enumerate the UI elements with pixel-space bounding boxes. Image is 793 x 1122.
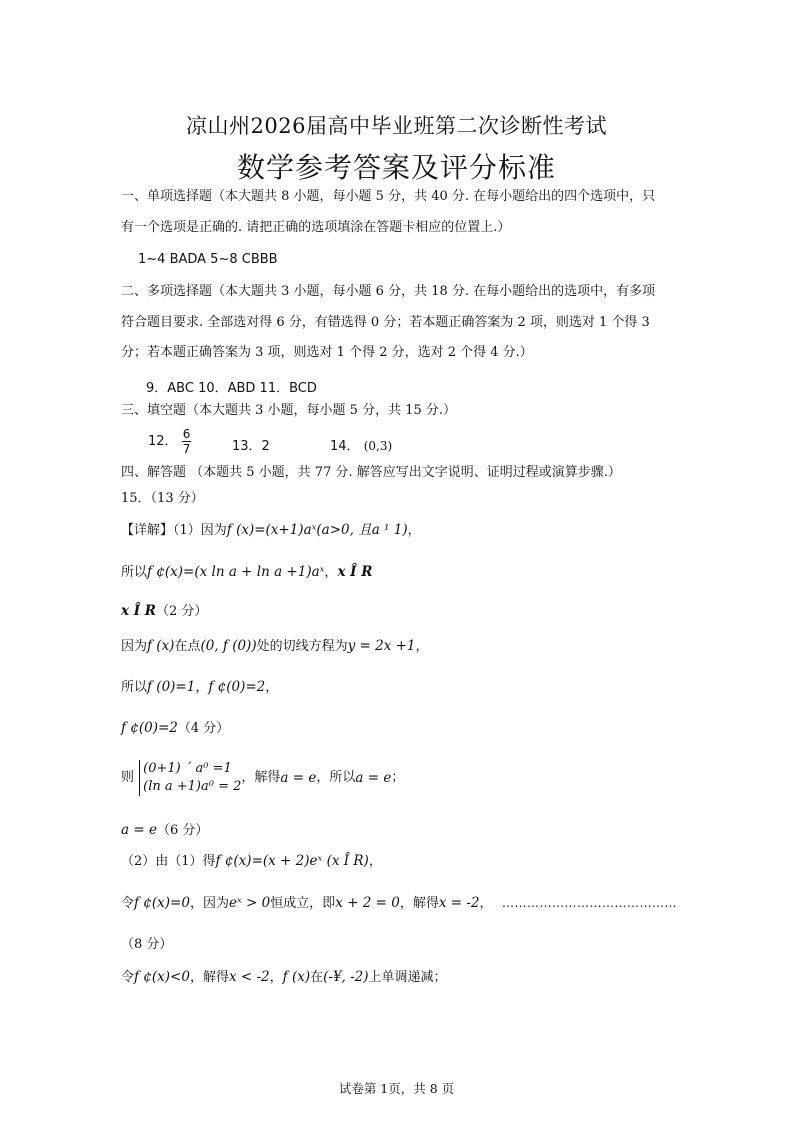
line12-math2: x < -2 (228, 969, 270, 985)
line3-score: （2 分） (155, 604, 208, 619)
line8-score: （6 分） (156, 823, 209, 838)
section2-answers: 9．ABC 10．ABD 11．BCD (146, 381, 317, 396)
line2-math: f ¢(x)=(x ln a + ln a +1)aˣ (147, 564, 325, 580)
line4-point: (0, f (0)) (200, 638, 257, 654)
line9-suffix: ， (368, 854, 382, 869)
line5-sep: ， (195, 680, 209, 695)
page-footer: 试卷第 1页，共 8 页 (338, 1081, 455, 1096)
solution-line-6 (121, 718, 229, 739)
line10-suffix: ， (479, 896, 493, 911)
line12-text1: ，解得 (189, 970, 229, 985)
q12-fraction (182, 427, 192, 456)
line12-text2: 在 (310, 970, 324, 985)
line7-math1: a = e (280, 770, 317, 786)
line10-math3: x + 2 = 0 (335, 895, 400, 911)
solution-line-11: （8 分） (121, 937, 173, 952)
line4-function: f (x) (147, 638, 175, 654)
system-equation-2: (ln a +1)a⁰ = 2 (143, 779, 242, 794)
line4-text1: 在点 (174, 639, 201, 654)
line9-prefix: （2）由（1）得 (121, 854, 216, 869)
line3-domain: x Î R (121, 603, 156, 619)
line5-prefix: 所以 (121, 680, 148, 695)
line6-score: （4 分） (177, 721, 230, 736)
equation-system (139, 760, 241, 796)
q12-label: 12． (148, 434, 178, 449)
line12-suffix: 上单调递减； (368, 970, 447, 985)
line12-math1: f ¢(x)<0 (134, 969, 190, 985)
q14-label: 14． (330, 439, 360, 454)
solution-line-4 (121, 636, 429, 657)
line7-math2: a = e (355, 770, 392, 786)
line4-prefix: 因为 (121, 639, 148, 654)
answer-key-title: 数学参考答案及评分标准 (236, 151, 556, 184)
line6-math: f ¢(0)=2 (121, 720, 178, 736)
line10-text3: ，解得 (399, 896, 439, 911)
section4-heading: 四、解答题 （本题共 5 小题，共 77 分. 解答应写出文字说明、证明过程或演算步骤.） (121, 465, 621, 480)
section3-heading: 三、填空题（本大题共 3 小题，每小题 5 分，共 15 分.） (121, 403, 457, 418)
line10-math1: f ¢(x)=0 (134, 895, 190, 911)
line1-suffix: ， (407, 523, 421, 538)
solution-line-9 (121, 851, 382, 872)
q12-numerator: 6 (182, 427, 191, 441)
line10-text1: ，因为 (189, 896, 229, 911)
line12-interval: (-¥, -2) (323, 969, 369, 985)
line2-domain: x Î R (337, 564, 373, 580)
solution-line-10 (121, 893, 493, 914)
section2-heading-line3: 分；若本题正确答案为 3 项，则选对 1 个得 2 分，选对 2 个得 4 分.） (121, 345, 533, 360)
line2-prefix: 所以 (121, 565, 148, 580)
section1-answers: 1~4 BADA 5~8 CBBB (138, 252, 278, 267)
solution-line-1 (121, 520, 421, 541)
line12-math3: f (x) (282, 969, 311, 985)
q12-answer (148, 427, 191, 456)
line2-sep: ， (324, 565, 338, 580)
line12-prefix: 令 (121, 970, 135, 985)
q15-title: 15．（13 分） (121, 491, 204, 506)
line10-math4: x = -2 (438, 895, 480, 911)
solution-line-12 (121, 967, 447, 988)
line9-math: f ¢(x)=(x + 2)eˣ (x Î R) (215, 853, 369, 869)
line10-math2: eˣ > 0 (228, 895, 271, 911)
q13-answer: 13．2 (232, 439, 270, 454)
section1-heading-line2: 有一个选项是正确的. 请把正确的选项填涂在答题卡相应的位置上.） (121, 220, 511, 235)
line10-text2: 恒成立，即 (270, 896, 336, 911)
leader-dots: …………………………………… (502, 896, 677, 910)
line4-tangent-equation: y = 2x +1 (347, 638, 416, 654)
q12-denominator: 7 (182, 442, 191, 456)
line7-text1: ，解得 (241, 770, 281, 785)
solution-line-5 (121, 677, 278, 698)
solution-line-2 (121, 562, 372, 583)
line1-math: f (x)=(x+1)aˣ(a>0, 且a ¹ 1) (226, 522, 408, 538)
system-equation-1: (0+1) ´ a⁰ =1 (143, 761, 232, 776)
solution-line-7 (121, 760, 404, 796)
line10-prefix: 令 (121, 896, 135, 911)
line5-math1: f (0)=1 (147, 679, 196, 695)
line4-suffix: ， (415, 639, 429, 654)
section2-heading-line2: 符合题目要求. 全部选对得 6 分，有错选得 0 分；若本题正确答案为 2 项，则选对 1 个得 3 (121, 315, 650, 330)
line7-text2: ，所以 (316, 770, 356, 785)
section1-heading-line1: 一、单项选择题（本大题共 8 小题，每小题 5 分，共 40 分. 在每小题给出的四个选项中，只 (121, 189, 656, 204)
q14-value: (0,3) (363, 439, 393, 453)
q14-answer (330, 435, 392, 454)
line7-suffix: ； (391, 770, 405, 785)
line12-sep: ， (269, 970, 283, 985)
section2-heading-line1: 二、多项选择题（本大题共 3 小题，每小题 6 分，共 18 分. 在每小题给出的选项中，有多项 (121, 284, 656, 299)
solution-line-3 (121, 601, 207, 622)
line1-prefix: 【详解】（1）因为 (121, 523, 227, 538)
line5-suffix: ， (265, 680, 279, 695)
line5-math2: f ¢(0)=2 (208, 679, 266, 695)
line4-text2: 处的切线方程为 (256, 639, 348, 654)
line8-math: a = e (121, 822, 157, 838)
solution-line-8 (121, 820, 208, 841)
exam-title: 凉山州2026届高中毕业班第二次诊断性考试 (186, 114, 607, 138)
line7-prefix: 则 (121, 770, 135, 785)
